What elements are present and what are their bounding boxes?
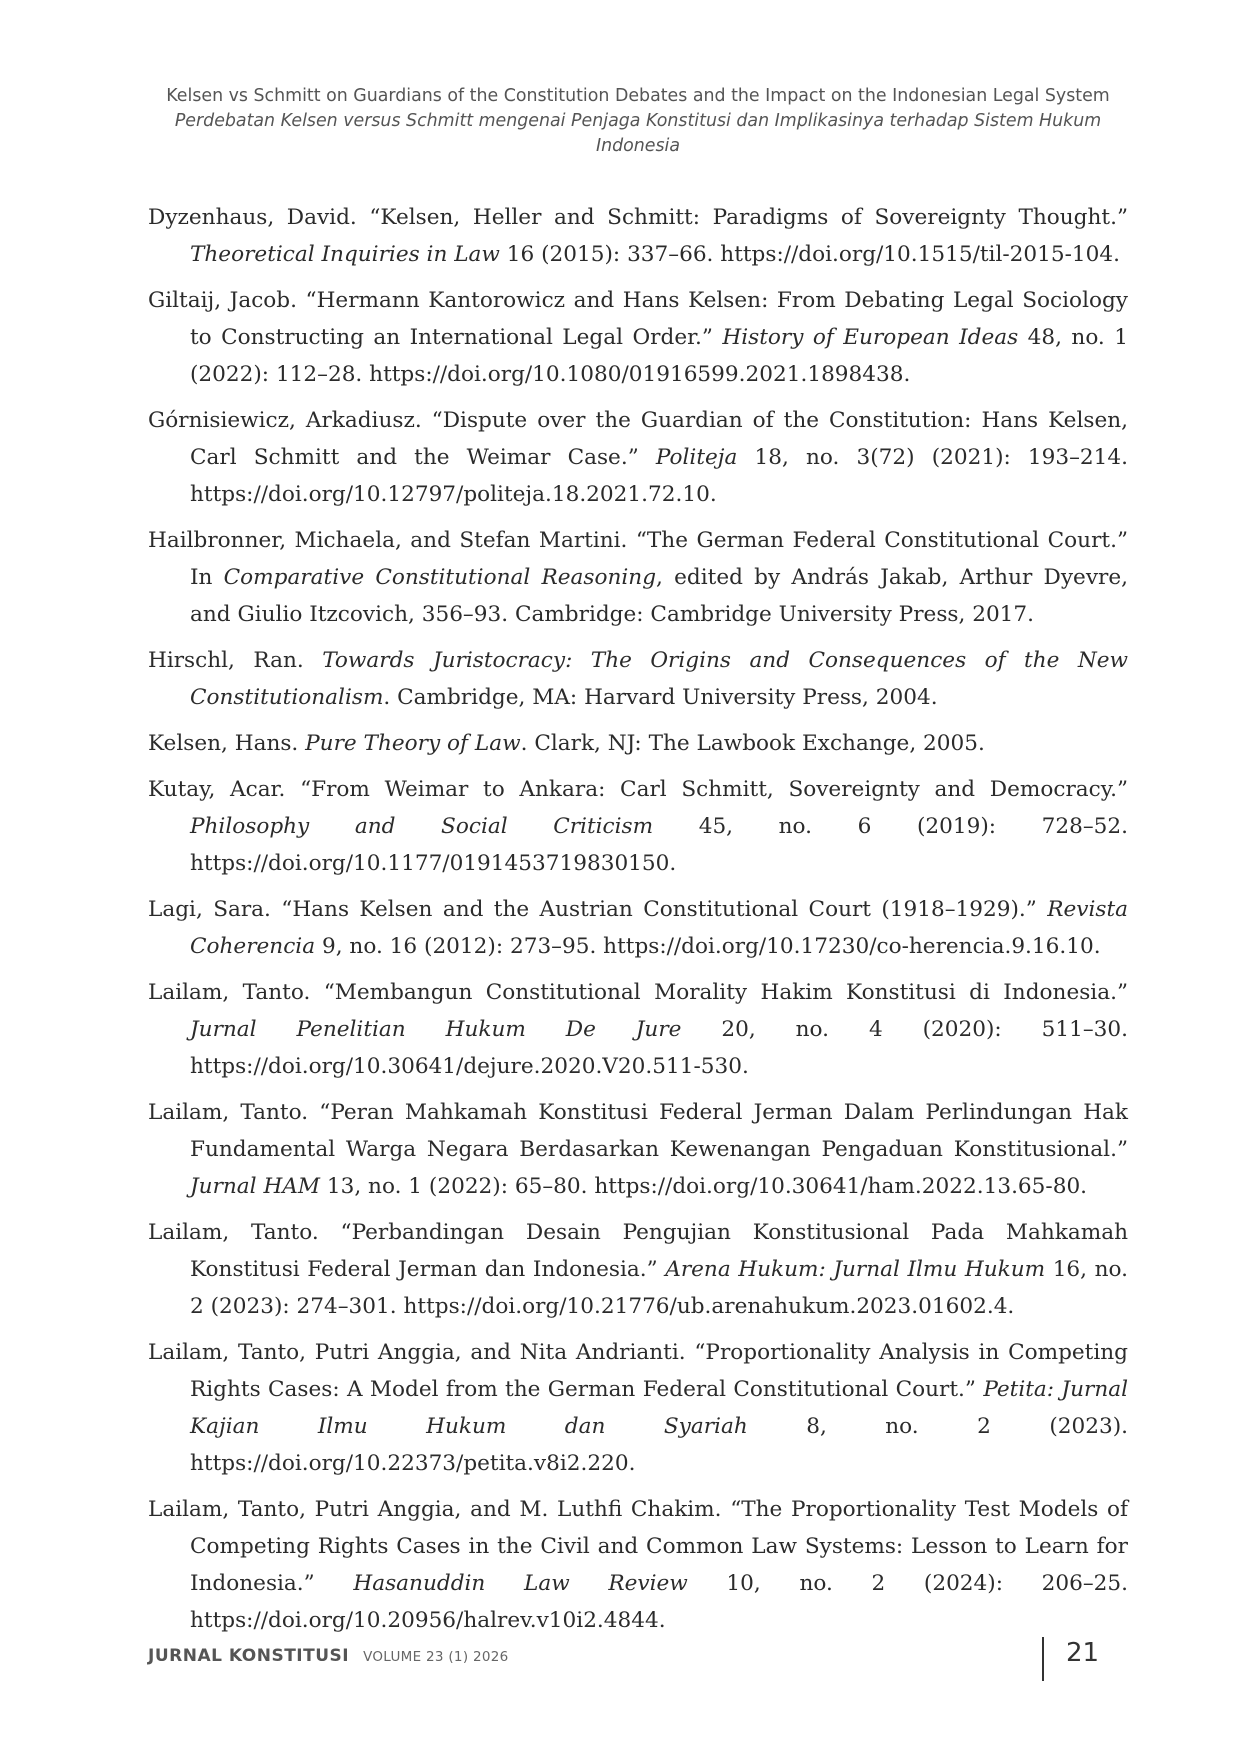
page-footer bbox=[148, 1646, 509, 1666]
reference-entry: Lailam, Tanto, Putri Anggia, and M. Luthfi Chakim. “The Proportionality Test Models of Competing Rights Cases in the Civil and Common Law Systems: Lesson to Learn for Indonesia.” Hasanuddin Law Review 10, no. 2 (2024): 206–25. https://doi.org/10.20956/halrev.v10i2.4844. bbox=[148, 1497, 1129, 1633]
running-header bbox=[148, 84, 1128, 159]
footer-divider bbox=[1042, 1637, 1044, 1681]
journal-name: JURNAL KONSTITUSI bbox=[148, 1646, 350, 1666]
header-title-english: Kelsen vs Schmitt on Guardians of the Constitution Debates and the Impact on the Indonesian Legal System bbox=[166, 86, 1110, 106]
header-title-indonesian: Perdebatan Kelsen versus Schmitt mengenai Penjaga Konstitusi dan Implikasinya terhadap Sistem Hukum Indonesia bbox=[174, 111, 1102, 156]
reference-entry: Hirschl, Ran. Towards Juristocracy: The Origins and Consequences of the New Constitutionalism. Cambridge, MA: Harvard University Press, 2004. bbox=[148, 648, 1128, 710]
reference-entry: Giltaij, Jacob. “Hermann Kantorowicz and Hans Kelsen: From Debating Legal Sociology to Constructing an International Legal Order.” History of European Ideas 48, no. 1 (2022): 112–28. https://doi.org/10.1080/01916599.2021.1898438. bbox=[148, 288, 1128, 387]
journal-volume: VOLUME 23 (1) 2026 bbox=[363, 1649, 509, 1665]
reference-entry: Lagi, Sara. “Hans Kelsen and the Austrian Constitutional Court (1918–1929).” Revista Coherencia 9, no. 16 (2012): 273–95. https://doi.org/10.17230/co-herencia.9.16.10. bbox=[148, 897, 1128, 959]
reference-entry: Lailam, Tanto. “Perbandingan Desain Pengujian Konstitusional Pada Mahkamah Konstitusi Federal Jerman dan Indonesia.” Arena Hukum: Jurnal Ilmu Hukum 16, no. 2 (2023): 274–301. https://doi.org/10.21776/ub.arenahukum.2023.01602.4. bbox=[148, 1220, 1129, 1319]
reference-entry: Lailam, Tanto, Putri Anggia, and Nita Andrianti. “Proportionality Analysis in Competing Rights Cases: A Model from the German Federal Constitutional Court.” Petita: Jurnal Kajian Ilmu Hukum dan Syariah 8, no. 2 (2023). https://doi.org/10.22373/petita.v8i2.220. bbox=[148, 1340, 1129, 1476]
bibliography-list bbox=[148, 199, 1128, 1648]
reference-entry: Lailam, Tanto. “Membangun Constitutional Morality Hakim Konstitusi di Indonesia.” Jurnal Penelitian Hukum De Jure 20, no. 4 (2020): 511–30. https://doi.org/10.30641/dejure.2020.V20.511-530. bbox=[148, 980, 1128, 1079]
reference-entry: Kelsen, Hans. Pure Theory of Law. Clark, NJ: The Lawbook Exchange, 2005. bbox=[148, 731, 985, 756]
reference-entry: Lailam, Tanto. “Peran Mahkamah Konstitusi Federal Jerman Dalam Perlindungan Hak Fundamental Warga Negara Berdasarkan Kewenangan Pengaduan Konstitusional.” Jurnal HAM 13, no. 1 (2022): 65–80. https://doi.org/10.30641/ham.2022.13.65-80. bbox=[148, 1100, 1128, 1199]
page-number: 21 bbox=[1066, 1638, 1100, 1668]
reference-entry: Górnisiewicz, Arkadiusz. “Dispute over the Guardian of the Constitution: Hans Kelsen, Carl Schmitt and the Weimar Case.” Politeja 18, no. 3(72) (2021): 193–214. https://doi.org/10.12797/politeja.18.2021.72.10. bbox=[148, 408, 1128, 507]
reference-entry: Kutay, Acar. “From Weimar to Ankara: Carl Schmitt, Sovereignty and Democracy.” Philosophy and Social Criticism 45, no. 6 (2019): 728–52. https://doi.org/10.1177/0191453719830150. bbox=[148, 777, 1128, 876]
reference-entry: Hailbronner, Michaela, and Stefan Martini. “The German Federal Constitutional Court.” In Comparative Constitutional Reasoning, edited by András Jakab, Arthur Dyevre, and Giulio Itzcovich, 356–93. Cambridge: Cambridge University Press, 2017. bbox=[148, 528, 1128, 627]
reference-entry: Dyzenhaus, David. “Kelsen, Heller and Schmitt: Paradigms of Sovereignty Thought.” Theoretical Inquiries in Law 16 (2015): 337–66. https://doi.org/10.1515/til-2015-104. bbox=[148, 205, 1128, 267]
